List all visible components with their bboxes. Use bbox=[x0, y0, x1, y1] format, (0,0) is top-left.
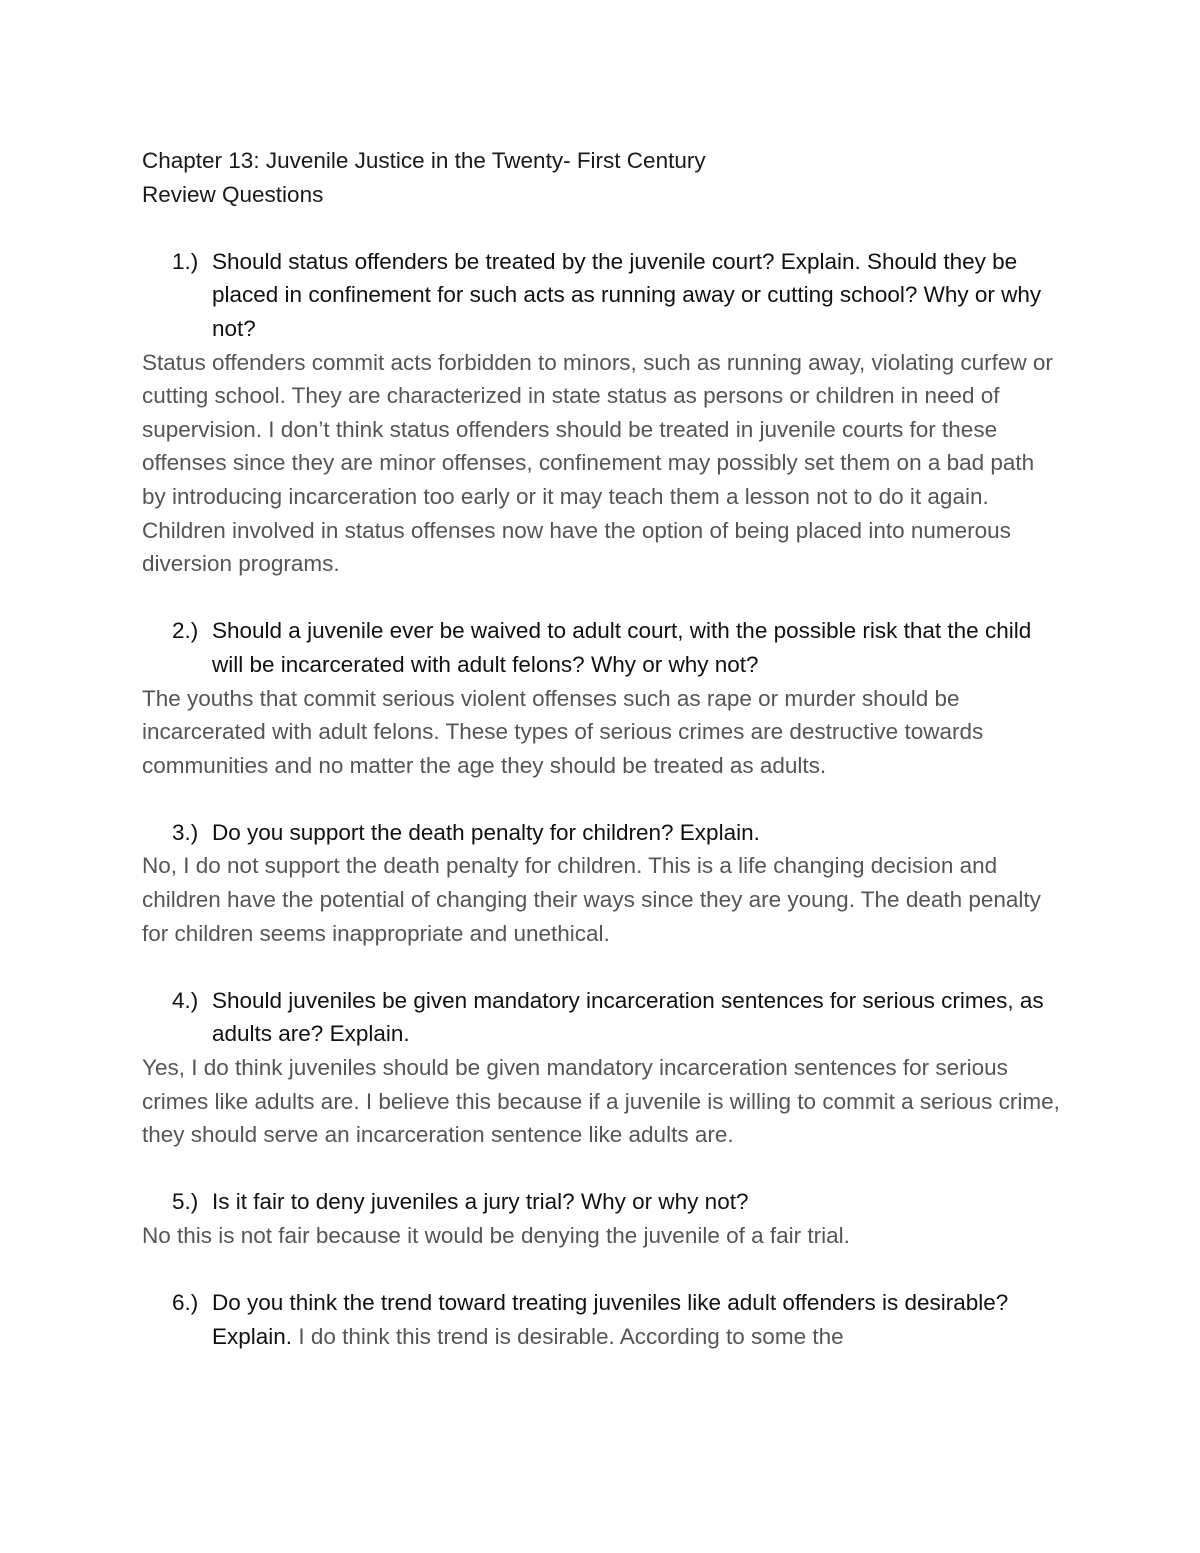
chapter-title: Chapter 13: Juvenile Justice in the Twenty- First Century bbox=[142, 148, 706, 173]
spacer bbox=[142, 211, 1062, 245]
question-text: Do you support the death penalty for children? Explain. bbox=[212, 819, 760, 845]
answer-1: Status offenders commit acts forbidden to minors, such as running away, violating curfew or cutting school. They are characterized in state status as persons or children in need of supervision. I don’t think status offenders should be treated in juvenile courts for these offenses since they are minor offenses, confinement may possibly set them on a bad path by introducing incarceration too early or it may teach them a lesson not to do it again. Children involved in status offenses now have the option of being placed into numerous diversion programs. bbox=[142, 349, 1053, 577]
document-body bbox=[142, 144, 1062, 1353]
question-number: 1.) bbox=[172, 248, 199, 274]
question-text: Should status offenders be treated by the juvenile court? Explain. Should they be placed in confinement for such acts as running away or cutting school? Why or why not? bbox=[212, 248, 1042, 341]
answer-3: No, I do not support the death penalty for children. This is a life changing decision and children have the potential of changing their ways since they are young. The death penalty for children seems inappropriate and unethical. bbox=[142, 853, 1041, 946]
question-number: 6.) bbox=[172, 1290, 199, 1316]
question-1 bbox=[142, 245, 1062, 346]
question-5 bbox=[142, 1185, 1062, 1219]
answer-6: I do think this trend is desirable. According to some the bbox=[298, 1323, 844, 1349]
answer-5: No this is not fair because it would be denying the juvenile of a fair trial. bbox=[142, 1223, 850, 1248]
question-text: Do you think the trend toward treating juveniles like adult offenders is desirable? Explain. bbox=[212, 1290, 1009, 1349]
question-text: Should juveniles be given mandatory incarceration sentences for serious crimes, as adults are? Explain. bbox=[212, 987, 1044, 1047]
answer-2: The youths that commit serious violent offenses such as rape or murder should be incarcerated with adult felons. These types of serious crimes are destructive towards communities and no matter the age they should be treated as adults. bbox=[142, 685, 984, 778]
question-3 bbox=[142, 816, 1062, 850]
question-2 bbox=[142, 614, 1062, 681]
question-number: 5.) bbox=[172, 1189, 199, 1215]
question-number: 4.) bbox=[172, 987, 199, 1013]
spacer bbox=[142, 950, 1062, 984]
question-text: Is it fair to deny juveniles a jury trial? Why or why not? bbox=[212, 1189, 749, 1215]
spacer bbox=[142, 581, 1062, 615]
spacer bbox=[142, 1253, 1062, 1287]
question-6 bbox=[142, 1286, 1062, 1353]
answer-4: Yes, I do think juveniles should be given mandatory incarceration sentences for serious crimes like adults are. I believe this because if a juvenile is willing to commit a serious crime, they should serve an incarceration sentence like adults are. bbox=[142, 1055, 1060, 1148]
spacer bbox=[142, 1152, 1062, 1186]
question-text: Should a juvenile ever be waived to adult court, with the possible risk that the child will be incarcerated with adult felons? Why or why not? bbox=[212, 618, 1032, 677]
question-4 bbox=[142, 984, 1062, 1051]
question-text-with-answer bbox=[212, 1286, 1062, 1353]
question-number: 2.) bbox=[172, 618, 199, 644]
section-subtitle: Review Questions bbox=[142, 181, 324, 207]
question-number: 3.) bbox=[172, 819, 199, 845]
spacer bbox=[142, 782, 1062, 816]
